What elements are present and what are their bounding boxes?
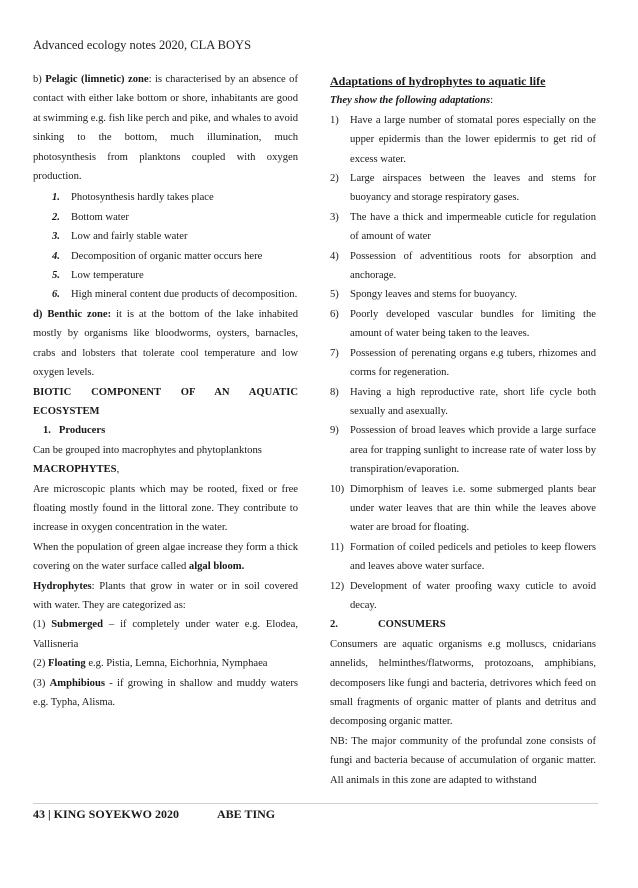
algae-paragraph [33, 538, 298, 577]
left-column [33, 70, 298, 712]
list-text: Poorly developed vascular bundles for limiting the amount of water being taken to the leaves. [350, 308, 596, 340]
adaptations-sub-text: They show the following adaptations [330, 95, 491, 107]
benthic-title: d) Benthic zone: [33, 308, 112, 320]
list-number: 1) [330, 114, 339, 126]
list-item [330, 111, 596, 169]
list-text: Spongy leaves and stems for buoyancy. [350, 289, 518, 301]
list-number: 8) [330, 386, 339, 398]
consumers-number: 2. [330, 619, 338, 631]
list-number: 2) [330, 173, 339, 185]
list-number: 7) [330, 347, 339, 359]
footer-author: ABE TING [217, 807, 276, 821]
biotic-heading-line-2: ECOSYSTEM [33, 405, 100, 417]
list-number: 12) [330, 580, 345, 592]
category-text: – if completely under water e.g. Elodea, Vallisneria [33, 619, 298, 650]
list-number: 4) [330, 250, 339, 262]
list-text: Possession of adventitious roots for absorption and anchorage. [350, 250, 596, 282]
category-title: Submerged [51, 619, 104, 631]
benthic-paragraph [33, 305, 298, 383]
footer-divider [33, 803, 598, 804]
macrophytes-comma: , [116, 464, 120, 476]
pelagic-list [33, 188, 298, 304]
list-number: 11) [330, 541, 344, 553]
list-number: 6. [52, 289, 60, 301]
list-item [33, 285, 298, 304]
list-text: Formation of coiled pedicels and petioles to keep flowers and leaves above water surface. [350, 541, 596, 573]
list-item [33, 188, 298, 207]
producers-label: Producers [58, 425, 106, 437]
macrophytes-title: MACROPHYTES [33, 464, 117, 476]
algal-bloom-term: algal bloom. [188, 561, 245, 573]
list-text: Low temperature [71, 270, 144, 282]
algae-text: When the population of green algae increase they form a thick covering on the water surface called [33, 541, 298, 573]
running-header: Advanced ecology notes 2020, CLA BOYS [33, 38, 252, 52]
list-text: Low and fairly stable water [71, 231, 188, 243]
category-text: e.g. Pistia, Lemna, Eichorhnia, Nymphaea [85, 658, 268, 670]
pelagic-text: : is characterised by an absence of contact with either lake bottom or shore, inhabitants are good at swimming e.g. fish like perch and pike, and whales to avoid sinking to the bottom, much illumination, much photosynthesis from planktons coupled with oxygen production. [33, 74, 298, 183]
list-text: Dimorphism of leaves i.e. some submerged plants bear under water leaves that are thin while the leaves above water are broad for floating. [350, 483, 596, 534]
pelagic-title: Pelagic (limnetic) zone [45, 74, 149, 85]
adaptations-sub-colon: : [490, 95, 494, 107]
category-title: Amphibious [49, 677, 105, 689]
category-number: (3) [33, 677, 50, 689]
list-text: Photosynthesis hardly takes place [71, 192, 214, 204]
list-text: Decomposition of organic matter occurs here [71, 250, 263, 262]
list-item [330, 208, 596, 247]
list-text: High mineral content due products of decomposition. [71, 289, 298, 301]
list-item [330, 285, 596, 304]
list-text: Development of water proofing waxy cuticle to avoid decay. [350, 580, 596, 611]
list-text: Have a large number of stomatal pores especially on the upper epidermis than the lower epidermis to get rid of excess water. [350, 114, 596, 165]
category-title: Floating [48, 658, 86, 670]
category-submerged [33, 615, 298, 654]
list-number: 4. [52, 250, 60, 262]
list-item [330, 577, 596, 616]
list-item [330, 421, 596, 479]
category-amphibious [33, 674, 298, 713]
list-number: 3. [52, 231, 60, 243]
list-item [330, 480, 596, 538]
page-footer [33, 807, 275, 822]
consumers-label: CONSUMERS [378, 619, 446, 631]
list-text: Large airspaces between the leaves and stems for buoyancy and storage respiratory gases. [350, 173, 596, 204]
list-item [330, 169, 596, 208]
consumers-heading [330, 615, 596, 634]
right-column [330, 70, 596, 790]
list-number: 5. [52, 270, 60, 282]
adaptations-heading: Adaptations of hydrophytes to aquatic life [330, 74, 546, 88]
list-item [33, 227, 298, 246]
category-number: (1) [33, 619, 52, 631]
macrophytes-text: Are microscopic plants which may be rooted, fixed or free floating mostly found in the littoral zone. They contribute to increase in oxygen concentration in the water. [33, 483, 298, 534]
list-text: Having a high reproductive rate, short life cycle both sexually and asexually. [350, 386, 596, 417]
list-item [330, 383, 596, 422]
adaptations-list [330, 111, 596, 616]
list-number: 3) [330, 211, 339, 223]
list-text: Possession of perenating organs e.g tubers, rhizomes and corms for regeneration. [350, 347, 596, 379]
list-item [33, 266, 298, 285]
list-number: 2. [52, 211, 60, 223]
producers-text: Can be grouped into macrophytes and phytoplanktons [33, 444, 262, 456]
hydrophytes-paragraph [33, 577, 298, 616]
list-item [330, 538, 596, 577]
list-text: Bottom water [71, 211, 129, 223]
pelagic-label: b) [33, 74, 46, 85]
hydrophytes-text: : Plants that grow in water or in soil covered with water. They are categorized as: [33, 580, 298, 611]
macrophytes-heading [33, 460, 298, 479]
list-number: 10) [330, 483, 345, 495]
consumers-text: Consumers are aquatic organisms e.g molluscs, cnidarians annelids, helminthes/flatworms, protozoans, amphibians, decomposers like fungi and bacteria, detrivores which feed on small fragments of organic matter of plants and detritus and decomposing organic matter. [330, 638, 596, 728]
producers-heading [33, 421, 298, 440]
category-text: - if growing in shallow and muddy waters e.g. Typha, Alisma. [33, 677, 298, 708]
list-item [330, 305, 596, 344]
list-item [33, 208, 298, 227]
pelagic-paragraph [33, 70, 298, 186]
hydrophytes-title: Hydrophytes [33, 580, 92, 592]
nb-paragraph: NB: The major community of the profundal zone consists of fungi and bacteria because of accumulation of organic matter. All animals in this zone are adapted to withstand [330, 735, 596, 786]
list-number: 9) [330, 425, 339, 437]
list-text: The have a thick and impermeable cuticle for regulation of amount of water [350, 211, 596, 243]
adaptations-subheading [330, 91, 596, 110]
list-item [33, 247, 298, 266]
producers-number: 1. [43, 425, 51, 437]
list-item [330, 247, 596, 286]
benthic-text: it is at the bottom of the lake inhabited mostly by organisms like bloodworms, oysters, barnacles, crabs and lobsters that tolerate cool temperature and low oxygen levels. [33, 308, 299, 379]
list-number: 6) [330, 308, 339, 320]
list-number: 5) [330, 289, 339, 301]
list-text: Possession of broad leaves which provide a large surface area for trapping sunlight to increase rate of water loss by transpiration/evaporation. [350, 425, 596, 476]
category-floating [33, 654, 298, 673]
category-number: (2) [33, 658, 49, 670]
list-number: 1. [52, 192, 60, 204]
footer-page-label: 43 | KING SOYEKWO 2020 [33, 807, 179, 821]
biotic-heading-line-1: BIOTIC COMPONENT OF AN AQUATIC [33, 386, 298, 398]
list-item [330, 344, 596, 383]
